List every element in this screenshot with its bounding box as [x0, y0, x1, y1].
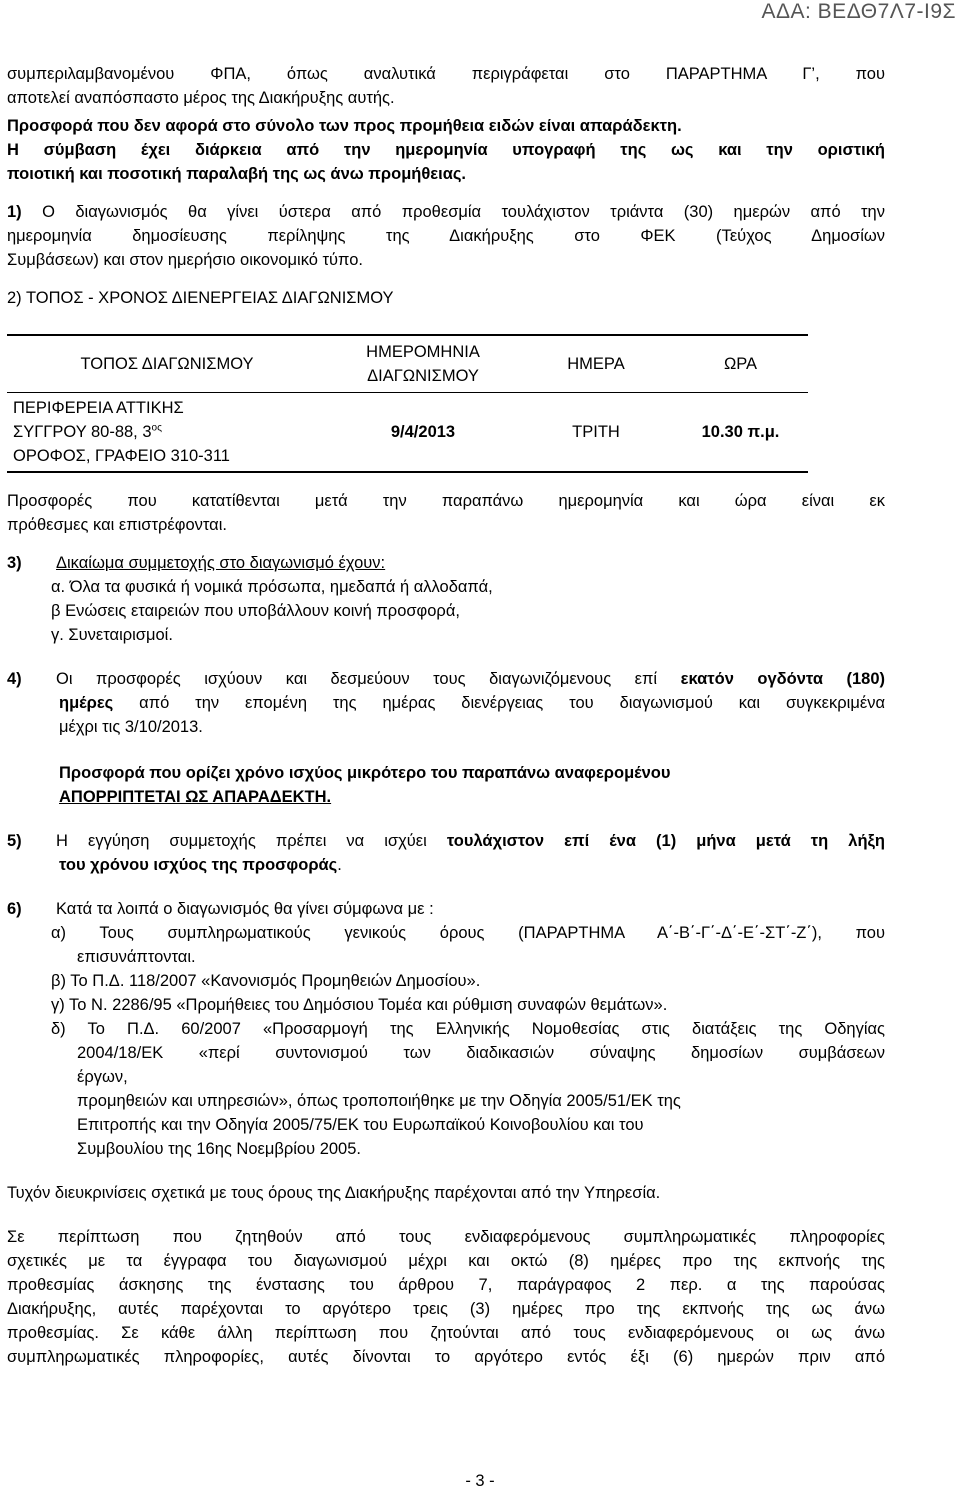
final-paragraph-line: Διακήρυξης, αυτές παρέχονται το αργότερο τρεις (3) ημέρες προ της εκπνοής της ως άνω — [7, 1300, 885, 1318]
cell-place: ΠΕΡΙΦΕΡΕΙΑ ΑΤΤΙΚΗΣ ΣΥΓΓΡΟΥ 80-88, $3^{o\varsigma}$ ΟΡΟΦΟΣ, ΓΡΑΦΕΙΟ 310-311 — [7, 393, 327, 473]
section-6-item: β) Το Π.Δ. 118/2007 «Κανονισμός Προμηθειών Δημοσίου». — [51, 972, 481, 990]
section-3-title: 3) Δικαίωμα συμμετοχής στο διαγωνισμό έχουν: — [7, 554, 386, 572]
cell-time: 10.30 π.μ. — [673, 393, 808, 473]
section-6-item: γ) Το Ν. 2286/95 «Προμήθειες του Δημόσιου Τομέα και ρύθμιση συναφών θεμάτων». — [51, 996, 668, 1014]
table-header-row — [7, 335, 808, 393]
section-6-item: επισυνάπτονται. — [77, 948, 196, 966]
final-paragraph-line: προθεσμίας. Σε κάθε άλλη περίπτωση που ζητούνται από τους ενδιαφερόμενους οι ως άνω — [7, 1324, 885, 1342]
section-6-title: 6) Κατά τα λοιπά ο διαγωνισμός θα γίνει σύμφωνα με : — [7, 900, 434, 918]
header-date: ΗΜΕΡΟΜΗΝΙΑ ΔΙΑΓΩΝΙΣΜΟΥ — [327, 335, 519, 393]
section-6-item: 2004/18/ΕΚ «περί συντονισμού των διαδικασιών σύναψης δημοσίων συμβάσεων — [77, 1044, 885, 1062]
header-place: ΤΟΠΟΣ ΔΙΑΓΩΝΙΣΜΟΥ — [7, 335, 327, 393]
intro-line: Η σύμβαση έχει διάρκεια από την ημερομηνία υπογραφή της ως και την οριστική — [7, 141, 885, 159]
late-offers-line: πρόθεσμες και επιστρέφονται. — [7, 516, 227, 534]
table-row — [7, 393, 808, 473]
section-4-warning: ΑΠΟΡΡΙΠΤΕΤΑΙ ΩΣ ΑΠΑΡΑΔΕΚΤΗ. — [59, 788, 332, 806]
section-3-item: γ. Συνεταιρισμοί. — [51, 626, 173, 644]
section-6-item: δ) Το Π.Δ. 60/2007 «Προσαρμογή της Ελληνικής Νομοθεσίας στις διατάξεις της Οδηγίας — [51, 1020, 885, 1038]
cell-day: ΤΡΙΤΗ — [519, 393, 673, 473]
section-3-item: α. Όλα τα φυσικά ή νομικά πρόσωπα, ημεδαπά ή αλλοδαπά, — [51, 578, 493, 596]
header-time: ΩΡΑ — [673, 335, 808, 393]
schedule-table — [7, 334, 808, 473]
page-number: - 3 - — [465, 1472, 495, 1490]
section-4-line: 4) Οι προσφορές ισχύουν και δεσμεύουν τους διαγωνιζόμενους επί εκατόν ογδόντα (180) — [7, 670, 886, 688]
intro-line: συμπεριλαμβανομένου ΦΠΑ, όπως αναλυτικά περιγράφεται στο ΠΑΡΑΡΤΗΜΑ Γ’, που — [7, 65, 885, 83]
final-paragraph-line: προθεσμίας άσκησης της ένστασης του άρθρου 7, παράγραφος 2 περ. α της παρούσας — [7, 1276, 885, 1294]
clarifications-line: Τυχόν διευκρινίσεις σχετικά με τους όρους της Διακήρυξης παρέχονται από την Υπηρεσία. — [7, 1184, 661, 1202]
intro-line: αποτελεί αναπόσπαστο μέρος της Διακήρυξης αυτής. — [7, 89, 395, 107]
cell-date: 9/4/2013 — [327, 393, 519, 473]
intro-line: Προσφορά που δεν αφορά στο σύνολο των προς προμήθεια ειδών είναι απαράδεκτη. — [7, 117, 682, 135]
final-paragraph-line: συμπληρωματικές πληροφορίες, αυτές δίνονται το αργότερο εντός έξι (6) ημερών πριν από — [7, 1348, 885, 1366]
section-5-line: 5) Η εγγύηση συμμετοχής πρέπει να ισχύει τουλάχιστον επί ένα (1) μήνα μετά τη λήξη — [7, 832, 885, 850]
late-offers-line: Προσφορές που κατατίθενται μετά την παραπάνω ημερομηνία και ώρα είναι εκ — [7, 492, 885, 510]
document-body — [7, 62, 885, 1369]
header-day: ΗΜΕΡΑ — [519, 335, 673, 393]
section-4-warning: Προσφορά που ορίζει χρόνο ισχύος μικρότερο του παραπάνω αναφερομένου — [59, 764, 671, 782]
intro-line: ποιοτική και ποσοτική παραλαβή της ως άνω προμήθειας. — [7, 165, 467, 183]
final-paragraph-line: σχετικές με τα έγγραφα του διαγωνισμού μέχρι και οκτώ (8) ημέρες προ της εκπνοής της — [7, 1252, 885, 1270]
section-3-item: β Ενώσεις εταιρειών που υποβάλλουν κοινή προσφορά, — [51, 602, 460, 620]
section-4-line: μέχρι τις 3/10/2013. — [59, 718, 203, 736]
document-id: ΑΔΑ: ΒΕΔΘ7Λ7-Ι9Σ — [761, 0, 956, 23]
section-4-line: ημέρες από την επομένη της ημέρας διενέργειας του διαγωνισμού και συγκεκριμένα — [59, 694, 885, 712]
final-paragraph-line: Σε περίπτωση που ζητηθούν από τους ενδιαφερόμενους συμπληρωματικές πληροφορίες — [7, 1228, 885, 1246]
section-6-item: Επιτροπής και την Οδηγία 2005/75/ΕΚ του Ευρωπαϊκού Κοινοβουλίου και του — [77, 1116, 644, 1134]
section-1-line: 1) Ο διαγωνισμός θα γίνει ύστερα από προθεσμία τουλάχιστον τριάντα (30) ημερών από την — [7, 203, 885, 221]
section-6-item: προμηθειών και υπηρεσιών», όπως τροποποιήθηκε με την Οδηγία 2005/51/ΕΚ της — [77, 1092, 681, 1110]
section-6-item: Συμβουλίου της 16ης Νοεμβρίου 2005. — [77, 1140, 361, 1158]
section-2-title: 2) ΤΟΠΟΣ - ΧΡΟΝΟΣ ΔΙΕΝΕΡΓΕΙΑΣ ΔΙΑΓΩΝΙΣΜΟΥ — [7, 289, 394, 307]
section-5-line: του χρόνου ισχύος της προσφοράς. — [59, 856, 342, 874]
section-6-item: α) Τους συμπληρωματικούς γενικούς όρους (ΠΑΡΑΡΤΗΜΑ Α΄-Β΄-Γ΄-Δ΄-Ε΄-ΣΤ΄-Ζ΄), που — [51, 924, 885, 942]
section-1-line: Συμβάσεων) και στον ημερήσιο οικονομικό τύπο. — [7, 251, 363, 269]
section-6-item: έργων, — [77, 1068, 128, 1086]
section-1-line: ημερομηνία δημοσίευσης περίληψης της Διακήρυξης στο ΦΕΚ (Τεύχος Δημοσίων — [7, 227, 885, 245]
